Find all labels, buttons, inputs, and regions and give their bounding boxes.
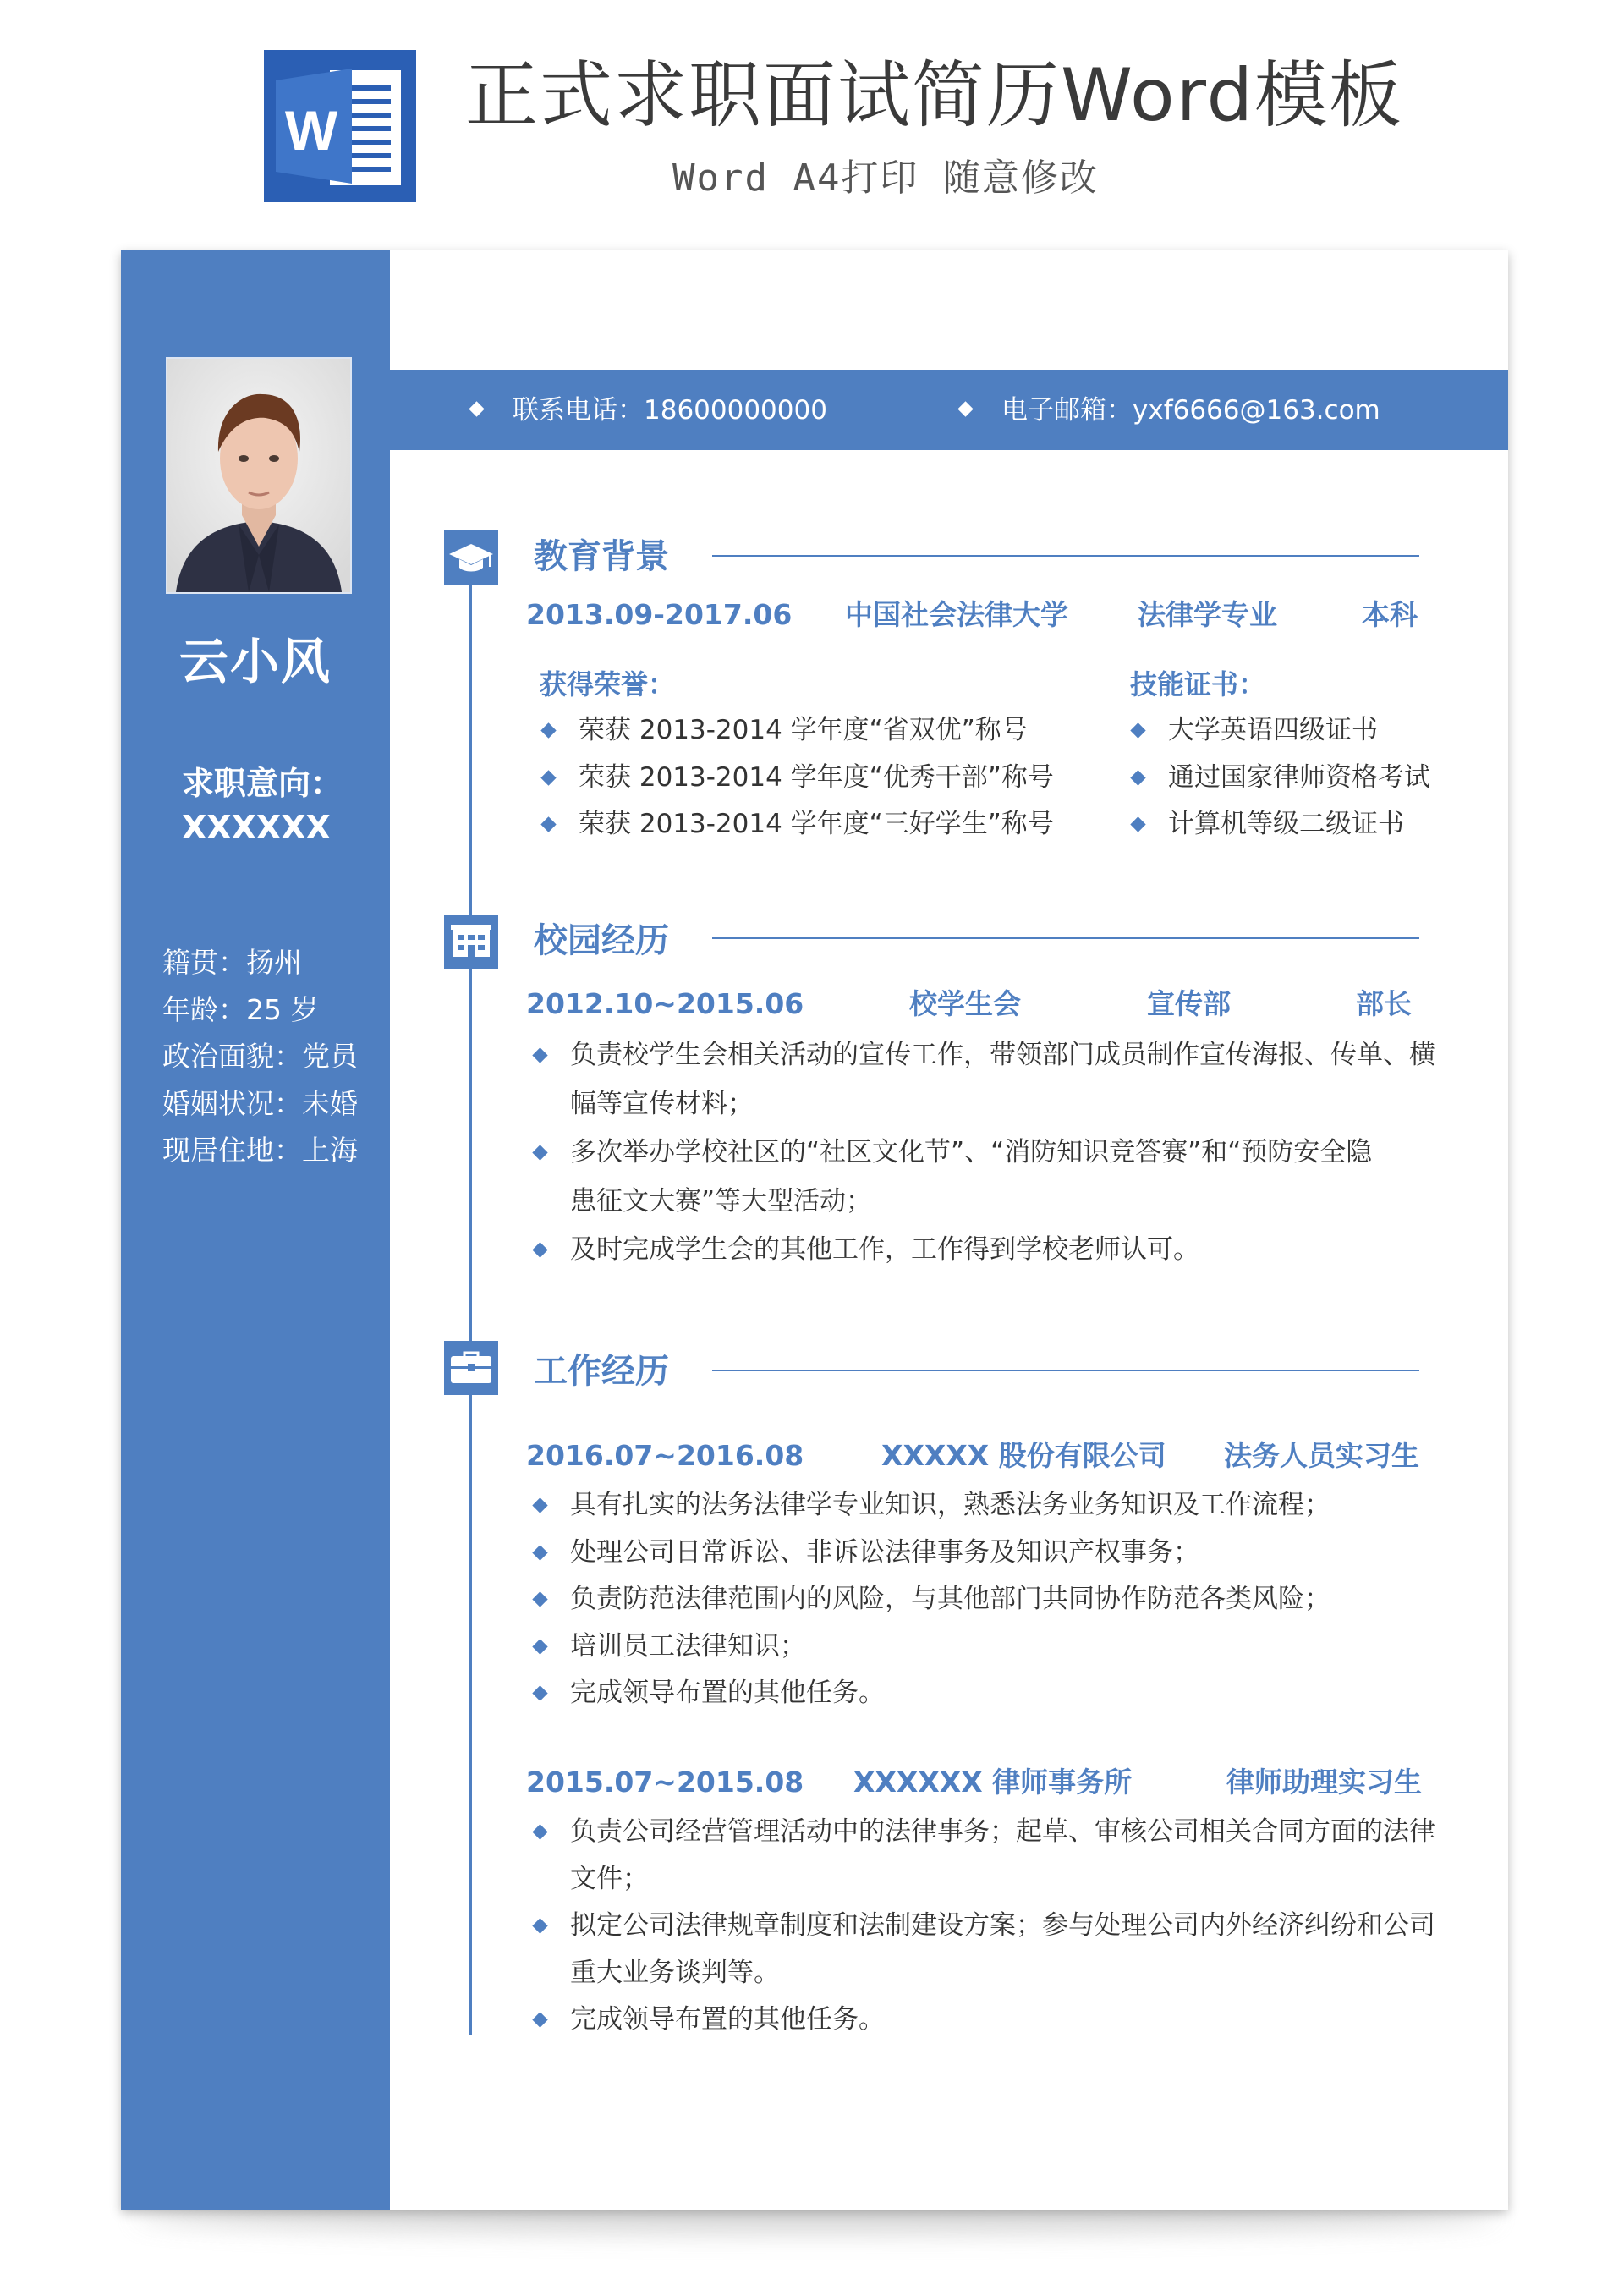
diamond-bullet-icon (540, 770, 556, 785)
diamond-bullet-icon (532, 1591, 547, 1607)
job-company: XXXXXX 律师事务所 (853, 1766, 1133, 1799)
info-political-status: 政治面貌：党员 (162, 1040, 358, 1073)
page-subtitle: Word A4打印 随意修改 (672, 157, 1099, 200)
job-duty-item: 具有扎实的法务法律学专业知识，熟悉法务业务知识及工作流程； (526, 1482, 1440, 1530)
skill-item: 大学英语四级证书 (1124, 707, 1479, 755)
honors-list (535, 707, 1093, 849)
campus-item: 多次举办学校社区的“社区文化节”、“消防知识竞答赛”和“预防安全隐 (526, 1129, 1440, 1178)
job-role: 法务人员实习生 (1224, 1439, 1419, 1472)
education-title: 教育背景 (534, 537, 669, 576)
skill-item: 计算机等级二级证书 (1124, 801, 1479, 849)
skills-list (1124, 707, 1479, 849)
diamond-bullet-icon (540, 816, 556, 832)
word-icon-letter: W (284, 99, 338, 162)
honor-item: 荣获 2013-2014 学年度“省双优”称号 (535, 707, 1093, 755)
diamond-bullet-icon (532, 1497, 547, 1513)
diamond-bullet-icon (532, 1145, 547, 1160)
campus-dept: 宣传部 (1147, 987, 1231, 1020)
graduation-cap-icon (444, 530, 498, 585)
job-company: XXXXX 股份有限公司 (881, 1439, 1166, 1472)
campus-rule (712, 937, 1419, 939)
contact-phone-text: 联系电话：18600000000 (513, 395, 827, 426)
job-duty-item: 完成领导布置的其他任务。 (526, 1997, 1440, 2044)
skill-item: 通过国家律师资格考试 (1124, 755, 1479, 802)
education-major: 法律学专业 (1138, 598, 1277, 631)
education-school: 中国社会法律大学 (845, 598, 1068, 631)
campus-item: 及时完成学生会的其他工作，工作得到学校老师认可。 (526, 1226, 1440, 1275)
diamond-bullet-icon (532, 1545, 547, 1560)
diamond-bullet-icon (532, 1047, 547, 1063)
job-duty-item: 培训员工法律知识； (526, 1623, 1440, 1671)
skills-label: 技能证书： (1130, 668, 1266, 700)
job-duty-item: 负责防范法律范围内的风险，与其他部门共同协作防范各类风险； (526, 1576, 1440, 1623)
diamond-bullet-icon (1130, 770, 1145, 785)
diamond-bullet-icon (469, 401, 484, 416)
diamond-bullet-icon (1130, 816, 1145, 832)
job-duty-item-continued: 文件； (570, 1863, 649, 1894)
diamond-bullet-icon (532, 1824, 547, 1839)
campus-item-continued: 幅等宣传材料； (570, 1088, 754, 1119)
personal-info-list (162, 939, 382, 1174)
timeline-line (469, 554, 472, 2035)
info-age: 年龄：25 岁 (162, 992, 319, 1026)
job-duties-list (526, 1809, 1440, 2044)
diamond-bullet-icon (532, 1639, 547, 1654)
diamond-bullet-icon (540, 722, 556, 738)
work-title: 工作经历 (534, 1352, 669, 1391)
page-title: 正式求职面试简历Word模板 (465, 53, 1404, 138)
job-duty-item: 完成领导布置的其他任务。 (526, 1670, 1440, 1717)
honors-label: 获得荣誉： (540, 668, 676, 700)
job-duty-item: 负责公司经营管理活动中的法律事务；起草、审核公司相关合同方面的法律 (526, 1809, 1440, 1856)
diamond-bullet-icon (957, 401, 973, 416)
job-duty-item-continued: 重大业务谈判等。 (570, 1957, 780, 1988)
campus-role: 部长 (1356, 987, 1412, 1020)
education-rule (712, 555, 1419, 557)
diamond-bullet-icon (532, 1685, 547, 1700)
campus-org: 校学生会 (909, 987, 1021, 1020)
campus-period: 2012.10~2015.06 (526, 987, 804, 1020)
campus-title: 校园经历 (534, 921, 669, 960)
education-period: 2013.09-2017.06 (526, 598, 793, 631)
building-icon (444, 915, 498, 969)
briefcase-icon (444, 1341, 498, 1395)
profile-photo (166, 357, 352, 594)
job-period: 2016.07~2016.08 (526, 1439, 804, 1472)
honor-item: 荣获 2013-2014 学年度“三好学生”称号 (535, 801, 1093, 849)
contact-phone (471, 388, 827, 432)
job-period: 2015.07~2015.08 (526, 1766, 804, 1799)
job-intent-value: XXXXXX (182, 809, 331, 846)
info-marital-status: 婚姻状况：未婚 (162, 1086, 358, 1120)
info-residence: 现居住地：上海 (162, 1134, 358, 1167)
job-duty-item: 处理公司日常诉讼、非诉讼法律事务及知识产权事务； (526, 1530, 1440, 1577)
contact-email-text: 电子邮箱：yxf6666@163.com (1001, 395, 1380, 426)
info-hometown: 籍贯：扬州 (162, 946, 302, 979)
candidate-name: 云小风 (178, 633, 332, 690)
campus-item-continued: 患征文大赛”等大型活动； (570, 1185, 873, 1217)
honor-item: 荣获 2013-2014 学年度“优秀干部”称号 (535, 755, 1093, 802)
diamond-bullet-icon (532, 1242, 547, 1257)
job-duty-item: 拟定公司法律规章制度和法制建设方案；参与处理公司内外经济纠纷和公司 (526, 1903, 1440, 1950)
job-duties-list (526, 1482, 1440, 1717)
job-intent-label: 求职意向： (182, 765, 343, 802)
diamond-bullet-icon (532, 2012, 547, 2027)
contact-email (960, 388, 1380, 432)
education-degree: 本科 (1362, 598, 1418, 631)
work-rule (712, 1370, 1419, 1371)
job-role: 律师助理实习生 (1226, 1766, 1422, 1799)
campus-list (526, 1031, 1440, 1275)
diamond-bullet-icon (532, 1918, 547, 1933)
word-icon (264, 50, 416, 202)
diamond-bullet-icon (1130, 722, 1145, 738)
campus-item: 负责校学生会相关活动的宣传工作，带领部门成员制作宣传海报、传单、横 (526, 1031, 1440, 1080)
